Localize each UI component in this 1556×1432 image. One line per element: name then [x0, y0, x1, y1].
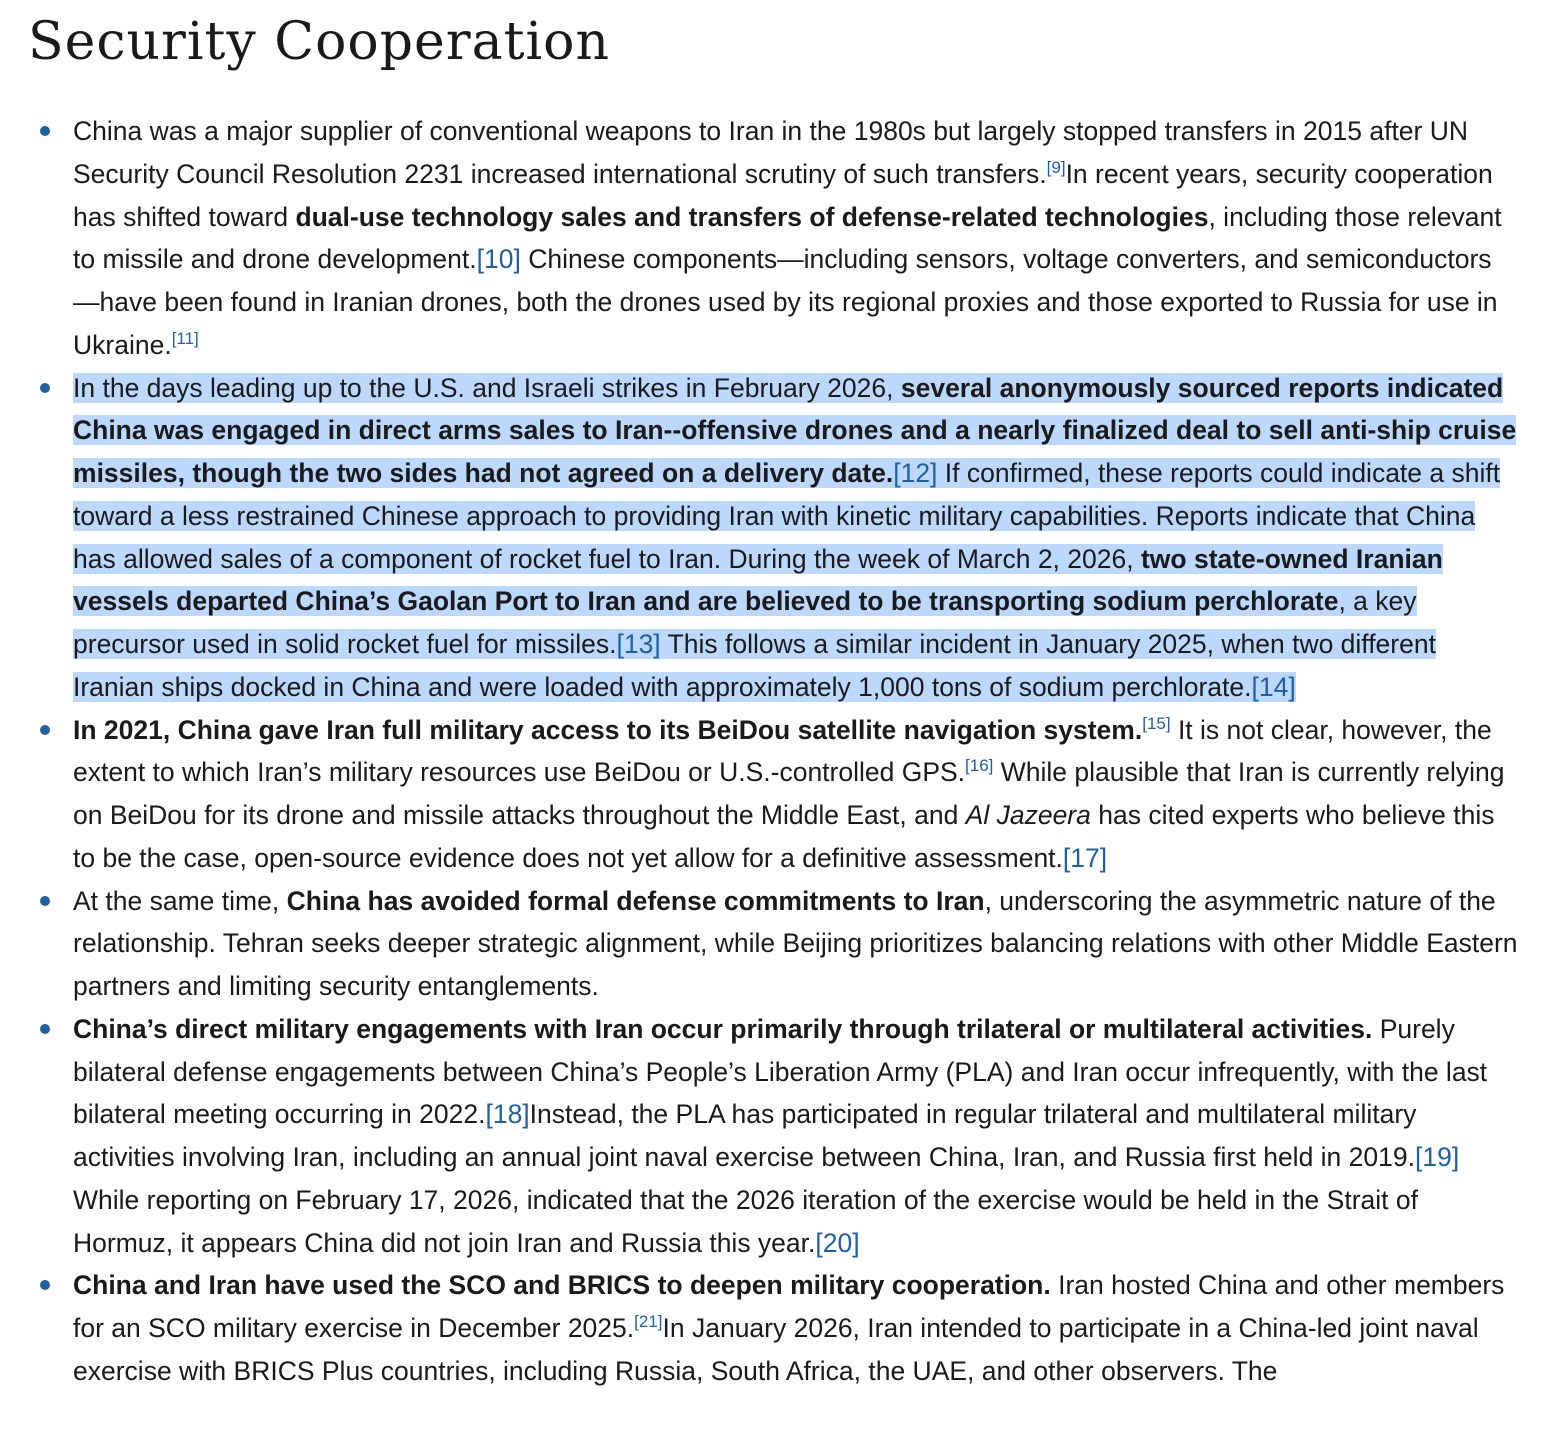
citation-link[interactable]: [13] — [616, 629, 661, 659]
body-text: Instead, the PLA has participated in regular trilateral and multilateral military activities involving Iran, including an annual joint naval exercise between China, Iran, and Russia first held in 2019. — [73, 1099, 1417, 1172]
body-text: Chinese components—including sensors, voltage converters, and semiconductors—have been found in Iranian drones, both the drones used by its regional proxies and those exported to Russia for use in Ukraine. — [73, 244, 1498, 360]
body-text: If confirmed, these reports could indicate a shift toward a less restrained Chinese approach to providing Iran with kinetic military capabilities. Reports indicate that China has allowed sales of a component of rocket fuel to Iran. During the week of March 2, 2026, — [73, 458, 1501, 574]
body-text: Iran hosted China and other members for an SCO military exercise in December 2025. — [73, 1270, 1505, 1343]
body-text: In January 2026, Iran intended to participate in a China-led joint naval exercise with BRICS Plus countries, including Russia, South Africa, the UAE, and other observers. The — [73, 1313, 1479, 1386]
bold-text: China’s direct military engagements with Iran occur primarily through trilateral or multilateral activities. — [73, 1013, 1373, 1044]
list-item — [0, 110, 1556, 367]
citation-link[interactable]: [16] — [965, 756, 994, 776]
body-text: While reporting on February 17, 2026, indicated that the 2026 iteration of the exercise would be held in the Strait of Hormuz, it appears China did not join Iran and Russia this year. — [73, 1184, 1418, 1258]
list-item — [0, 1264, 1556, 1392]
citation-link[interactable]: [9] — [1046, 157, 1066, 177]
citation-link[interactable]: [21] — [634, 1312, 663, 1331]
bullet-list — [0, 110, 1556, 1393]
citation-link[interactable]: [14] — [1251, 671, 1296, 702]
citation-link[interactable]: [18] — [485, 1099, 530, 1130]
body-text: In the days leading up to the U.S. and Israeli strikes in February 2026, — [73, 372, 901, 403]
body-text: In recent years, security cooperation has shifted toward — [73, 158, 1493, 232]
bold-text: China has avoided formal defense commitments to Iran — [286, 885, 985, 916]
body-text: At the same time, — [73, 885, 287, 916]
body-text: , a key precursor used in solid rocket fuel for missiles. — [73, 586, 1417, 659]
bold-text: China and Iran have used the SCO and BRICS to deepen military cooperation. — [73, 1270, 1051, 1301]
body-text: , underscoring the asymmetric nature of the relationship. Tehran seeks deeper strategic alignment, while Beijing prioritizes balancing relations with other Middle Eastern partners and limiting security entanglements. — [73, 885, 1518, 1001]
bold-text: two state-owned Iranian vessels departed China’s Gaolan Port to Iran and are believed to be transporting sodium perchlorate — [73, 543, 1443, 617]
page-title: Security Cooperation — [28, 12, 610, 72]
bold-text: In 2021, China gave Iran full military access to its BeiDou satellite navigation system. — [73, 714, 1143, 745]
italic-text: Al Jazeera — [965, 800, 1091, 830]
body-text: Purely bilateral defense engagements between China’s People’s Liberation Army (PLA) and Iran occur infrequently, with the last bilateral meeting occurring in 2022. — [73, 1013, 1488, 1130]
body-text: China was a major supplier of conventional weapons to Iran in the 1980s but largely stopped transfers in 2015 after UN Security Council Resolution 2231 increased international scrutiny of such transfers. — [73, 116, 1469, 189]
citation-link[interactable]: [19] — [1414, 1142, 1460, 1172]
citation-link[interactable]: [15] — [1142, 713, 1171, 733]
body-text: has cited experts who believe this to be the case, open-source evidence does not yet allow for a definitive assessment. — [73, 800, 1495, 873]
list-item — [0, 709, 1556, 880]
list-item — [0, 1008, 1556, 1265]
citation-link[interactable]: [17] — [1062, 842, 1108, 873]
citation-link[interactable]: [12] — [893, 458, 938, 488]
bold-text: dual-use technology sales and transfers of defense-related technologies — [295, 201, 1209, 232]
citation-link[interactable]: [10] — [476, 244, 521, 275]
body-text: , including those relevant to missile and drone development. — [73, 201, 1502, 275]
body-text: While plausible that Iran is currently relying on BeiDou for its drone and missile attacks throughout the Middle East, and — [73, 757, 1505, 830]
citation-link[interactable]: [11] — [171, 328, 199, 348]
bold-text: several anonymously sourced reports indicated China was engaged in direct arms sales to Iran--offensive drones and a nearly finalized deal to sell anti-ship cruise missiles, though the two sides had not agreed on a delivery date. — [73, 372, 1517, 488]
body-text: This follows a similar incident in January 2025, when two different Iranian ships docked in China and were loaded with approximately 1,000 tons of sodium perchlorate. — [73, 629, 1436, 702]
selected-text — [73, 373, 1516, 702]
body-text: It is not clear, however, the extent to which Iran’s military resources use BeiDou or U.S.-controlled GPS. — [73, 714, 1492, 788]
list-item — [0, 880, 1556, 1008]
citation-link[interactable]: [20] — [815, 1227, 860, 1258]
list-item-selected — [0, 367, 1556, 709]
